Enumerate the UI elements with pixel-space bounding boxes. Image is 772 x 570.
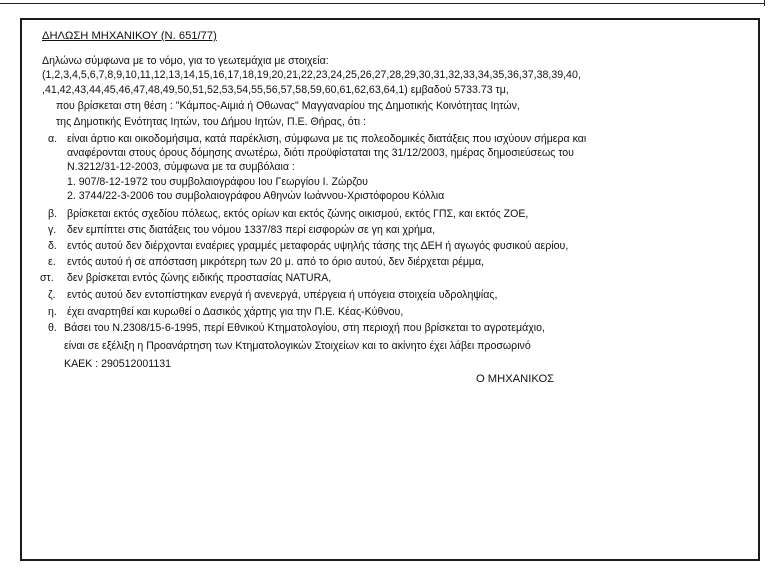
clause-text: αναφέρονται στους όρους δόμησης ανωτέρω, διότι προϋφίσταται της 31/12/2003, ημέρας δημοσιεύσεως του xyxy=(67,147,574,159)
clause-text: 2. 3744/22-3-2006 του συμβολαιογράφου Αθηνών Ιωάννου-Χριστόφορου Κόλλια xyxy=(67,190,445,202)
top-right-edge xyxy=(764,0,765,6)
top-border-line xyxy=(0,3,765,4)
intro-line: της Δημοτικής Ενότητας Ιητών, του Δήμου Ιητών, Π.Ε. Θήρας, ότι : xyxy=(56,116,366,128)
engineer-signature: Ο ΜΗΧΑΝΙΚΟΣ xyxy=(476,373,555,385)
clause-label: ε. xyxy=(48,256,56,268)
clause-text: δεν βρίσκεται εντός ζώνης ειδικής προστασίας NATURA, xyxy=(67,272,332,284)
clause-label: στ. xyxy=(40,272,54,284)
clause-text: βρίσκεται εκτός σχεδίου πόλεως, εκτός ορίων και εκτός ζώνης οικισμού, εκτός ΓΠΣ, και εκτός ΖΟΕ, xyxy=(67,208,529,220)
clause-label: ζ. xyxy=(48,289,56,301)
clause-label: α. xyxy=(48,133,58,145)
clause-label: θ. xyxy=(48,322,57,334)
clause-label: δ. xyxy=(48,240,57,252)
intro-line: ,41,42,43,44,45,46,47,48,49,50,51,52,53,54,55,56,57,58,59,60,61,62,63,64,1) εμβαδού 5733.73 τμ, xyxy=(42,84,509,96)
clause-text: είναι άρτιο και οικοδομήσιμα, κατά παρέκλιση, σύμφωνα με τις πολεοδομικές διατάξεις που ισχύουν σήμερα και xyxy=(67,133,587,145)
clause-text: εντός αυτού δεν εντοπίστηκαν ενεργά ή ανενεργά, υπέργεια ή υπόγεια στοιχεία υδροληψίας, xyxy=(67,289,498,301)
clause-text: εντός αυτού δεν διέρχονται εναέριες γραμμές μεταφοράς υψηλής τάσης της ΔΕΗ ή αγωγός φυσικού αερίου, xyxy=(67,240,569,252)
clause-text: δεν εμπίπτει στις διατάξεις του νόμου 1337/83 περί εισφορών σε γη και χρήμα, xyxy=(67,224,436,236)
clause-label: β. xyxy=(48,208,58,220)
intro-line: (1,2,3,4,5,6,7,8,9,10,11,12,13,14,15,16,17,18,19,20,21,22,23,24,25,26,27,28,29,30,31,32,33,34,35,36,37,38,39,40, xyxy=(42,69,581,81)
clause-text: 1. 907/8-12-1972 του συμβολαιογράφου Ιου Γεωργίου Ι. Ζώρζου xyxy=(67,176,368,188)
intro-line: Δηλώνω σύμφωνα με το νόμο, για το γεωτεμάχια με στοιχεία: xyxy=(42,55,329,67)
kaek-number: ΚΑΕΚ : 290512001131 xyxy=(64,358,172,370)
clause-text: εντός αυτού ή σε απόσταση μικρότερη των 20 μ. από το όριο αυτού, δεν διέρχεται ρέμμα, xyxy=(67,256,485,268)
clause-label: γ. xyxy=(48,224,57,236)
intro-line: που βρίσκεται στη θέση : "Κάμπος-Αιμιά ή Οθωνας" Μαγγαναρίου της Δημοτικής Κοινότητας Ιητών, xyxy=(56,100,520,112)
clause-text: Βάσει του Ν.2308/15-6-1995, περί Εθνικού Κτηματολογίου, στη περιοχή που βρίσκεται το αγροτεμάχιο, xyxy=(64,322,545,334)
clause-text: είναι σε εξέλιξη η Προανάρτηση των Κτηματολογικών Στοιχείων και το ακίνητο έχει λάβει προσωρινό xyxy=(64,340,531,352)
clause-text: έχει αναρτηθεί και κυρωθεί ο Δασικός χάρτης για την Π.Ε. Κέας-Κύθνου, xyxy=(67,306,404,318)
document-title: ΔΗΛΩΣΗ ΜΗΧΑΝΙΚΟΥ (Ν. 651/77) xyxy=(42,30,217,42)
clause-label: η. xyxy=(48,306,57,318)
clause-text: Ν.3212/31-12-2003, σύμφωνα με τα συμβόλαια : xyxy=(67,161,295,173)
